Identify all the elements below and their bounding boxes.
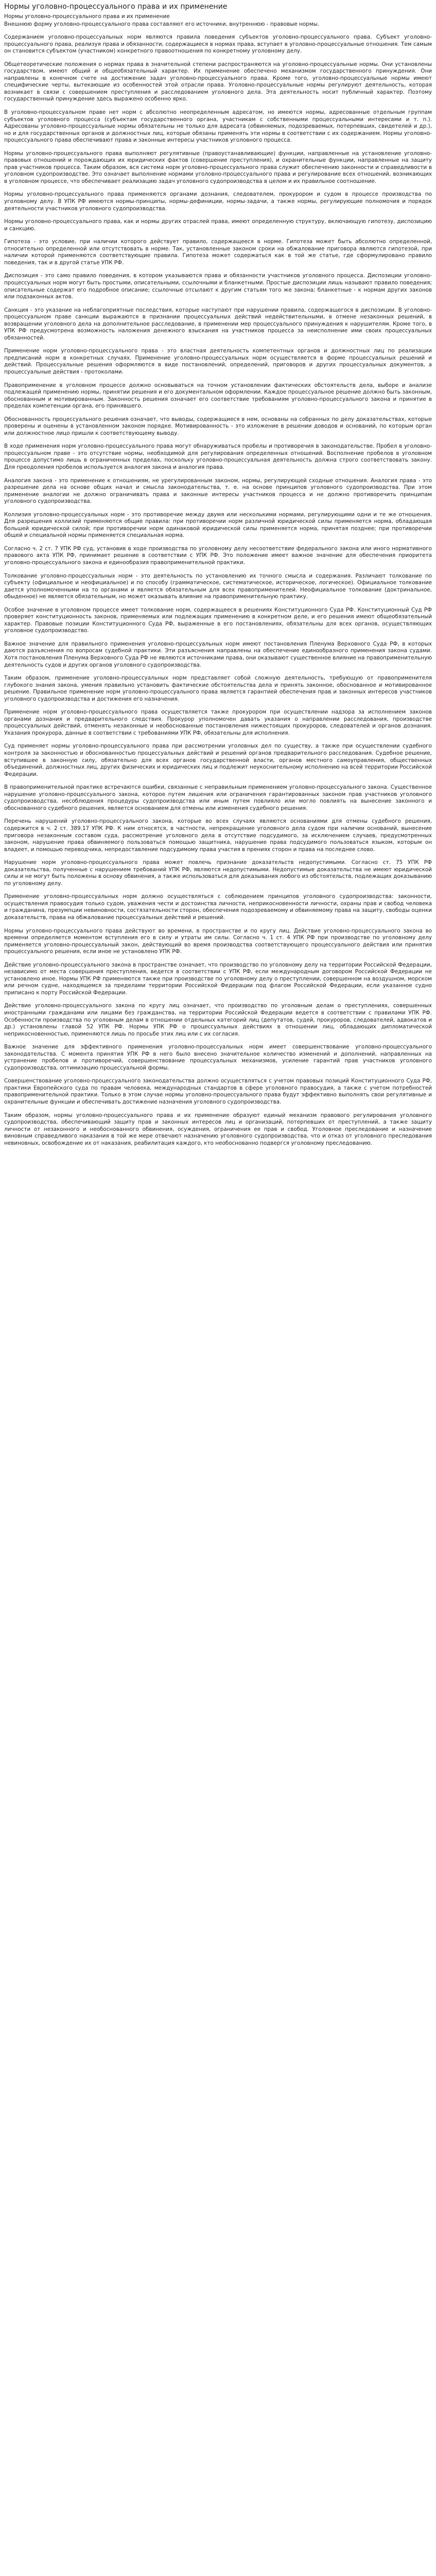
- article-paragraph: Перечень нарушений уголовно-процессуального закона, которые во всех случаях являются основаниями для отмены судебного решения, содержится в ч. 2 ст. 389.17 УПК РФ. К ним относятся, в частности, непрекращение уголовного дела судом при наличии оснований, вынесение приговора незаконным составом суда, рассмотрение уголовного дела в отсутствие подсудимого, за исключением случаев, предусмотренных законом, нарушение права обвиняемого пользоваться помощью защитника, нарушение права подсудимого пользоваться языком, которым он владеет, и помощью переводчика, непредоставление подсудимому права участия в прениях сторон и права на последнее слово.: [4, 818, 432, 853]
- article-paragraph: Суд применяет нормы уголовно-процессуального права при рассмотрении уголовных дел по существу, а также при осуществлении судебного контроля за законностью и обоснованностью процессуальных действий и решений органов предварительного расследования. Судебное решение, вступившее в законную силу, обязательно для всех органов государственной власти, органов местного самоуправления, общественных объединений, должностных лиц, других физических и юридических лиц и подлежит неукоснительному исполнению на всей территории Российской Федерации.: [4, 743, 432, 777]
- article-paragraph: Таким образом, нормы уголовно-процессуального права и их применение образуют единый механизм правового регулирования уголовного судопроизводства, обеспечивающий защиту прав и законных интересов лиц и организаций, потерпевших от преступлений, а также защиту личности от незаконного и необоснованного обвинения, осуждения, ограничения ее прав и свобод. Уголовное преследование и назначение виновным справедливого наказания в той же мере отвечают назначению уголовного судопроизводства, что и отказ от уголовного преследования невиновных, освобождение их от наказания, реабилитация каждого, кто необоснованно подвергся уголовному преследованию.: [4, 1112, 432, 1146]
- article-paragraph: Таким образом, применение уголовно-процессуальных норм представляет собой сложную деятельность, требующую от правоприменителя глубокого знания закона, умения правильно установить фактические обстоятельства дела и принять законное, обоснованное и мотивированное решение. Правильное применение норм уголовно-процессуального права является гарантией обеспечения прав и законных интересов участников уголовного судопроизводства и достижения его назначения.: [4, 675, 432, 702]
- article-paragraph: В правоприменительной практике встречаются ошибки, связанные с неправильным применением уголовно-процессуального закона. Существенное нарушение уголовно-процессуального закона, которое путем лишения или ограничения гарантированных законом прав участников уголовного судопроизводства, несоблюдения процедуры судопроизводства или иным путем повлияло или могло повлиять на вынесение законного и обоснованного судебного решения, является основанием для отмены или изменения судебного решения.: [4, 784, 432, 811]
- article-paragraph: Диспозиция - это само правило поведения, в котором указываются права и обязанности участников уголовного процесса. Диспозиции уголовно-процессуальных норм могут быть простыми, описательными, ссылочными и бланкетными. Простые диспозиции лишь называют правило поведения; описательные содержат его подробное описание; ссылочные отсылают к другим статьям того же закона; бланкетные - к нормам других законов или подзаконных актов.: [4, 273, 432, 300]
- article-paragraph: Нормы уголовно-процессуального права выполняют регулятивные (правоустанавливающие) функции, направленные на установление уголовно-правовых отношений и порождающих их юридических фактов (совершение преступления), и охранительные функции, направленные на защиту прав участников процесса. Таким образом, вся система норм уголовно-процессуального права служит обеспечению законности и справедливости в уголовном судопроизводстве. Это означает выполнение нормами уголовно-процессуального права и регулирование всех отношений, возникающих в уголовном процессе, что обеспечивает реализацию задач уголовного судопроизводства в целом и их правильное соотношение.: [4, 150, 432, 184]
- article-paragraph: Нормы уголовно-процессуального права действуют во времени, в пространстве и по кругу лиц. Действие уголовно-процессуального закона во времени определяется моментом вступления его в силу и утраты им силы. Согласно ч. 1 ст. 4 УПК РФ при производстве по уголовному делу применяется уголовно-процессуальный закон, действующий во время производства соответствующего процессуального действия или принятия процессуального решения, если иное не установлено УПК РФ.: [4, 927, 432, 955]
- article-paragraph: Особое значение в уголовном процессе имеет толкование норм, содержащееся в решениях Конституционного Суда РФ. Конституционный Суд РФ проверяет конституционность законов, применяемых или подлежащих применению в конкретном деле, и его решения имеют общеобязательный характер. Правовые позиции Конституционного Суда РФ, выраженные в его постановлениях, обязательны для всех органов, осуществляющих уголовное судопроизводство.: [4, 606, 432, 634]
- article-paragraph: Нормы уголовно-процессуального права, как и нормы других отраслей права, имеют определенную структуру, включающую гипотезу, диспозицию и санкцию.: [4, 218, 432, 232]
- article-paragraph: Действие уголовно-процессуального закона в пространстве означает, что производство по уголовному делу на территории Российской Федерации, независимо от места совершения преступления, ведется в соответствии с УПК РФ, если международным договором Российской Федерации не установлено иное. Нормы УПК РФ применяются также при производстве по уголовному делу о преступлении, совершенном на воздушном, морском или речном судне, находящемся за пределами территории Российской Федерации под флагом Российской Федерации, если указанное судно приписано к порту Российской Федерации.: [4, 961, 432, 996]
- article-paragraph: Общетеоретические положения о нормах права в значительной степени распространяются на уголовно-процессуальные нормы. Они установлены государством, имеют общий и общеобязательный характер. Их применение обеспечено механизмом государственного принуждения. Они направлены в конечном счете на достижение задач уголовно-процессуального права. Кроме того, уголовно-процессуальные нормы имеют специфические черты, вытекающие из особенностей этой отрасли права. Уголовно-процессуальные нормы регулируют деятельность, которая возникает в связи с совершением преступления и расследованием уголовного дела. Эта деятельность носит публичный характер. Поэтому государственный принуждение здесь выражено особенно ярко.: [4, 61, 432, 103]
- article-paragraph: Санкция - это указание на неблагоприятные последствия, которые наступают при нарушении правила, содержащегося в диспозиции. В уголовно-процессуальном праве санкции выражаются в признании процессуальных действий недействительными, в отмене незаконных решений, в возвращении уголовного дела на дополнительное расследование, в применении мер процессуального принуждения к нарушителям. Кроме того, в УПК РФ предусмотрена возможность наложения денежного взыскания на участников процесса за неисполнение ими своих процессуальных обязанностей.: [4, 307, 432, 341]
- article-paragraph: Применение норм уголовно-процессуального права осуществляется также прокурором при осуществлении надзора за исполнением законов органами дознания и предварительного следствия. Прокурор уполномочен давать указания о направлении расследования, производстве процессуальных действий, отменять незаконные и необоснованные постановления нижестоящих прокуроров, следователей и органов дознания. Указания прокурора, данные в соответствии с требованиями УПК РФ, обязательны для исполнения.: [4, 709, 432, 736]
- article-page: [0, 0, 436, 1159]
- page-title: Нормы уголовно-процессуального права и их применение: [4, 3, 228, 11]
- article-paragraph: Применение уголовно-процессуальных норм должно осуществляться с соблюдением принципов уголовного судопроизводства: законности, осуществления правосудия только судом, уважения чести и достоинства личности, неприкосновенности личности, охраны прав и свобод человека и гражданина, презумпции невиновности, состязательности сторон, обеспечения подозреваемому и обвиняемому права на защиту, свободы оценки доказательств, права на обжалование процессуальных действий и решений.: [4, 893, 432, 921]
- article-paragraph: Важное значение для эффективного применения уголовно-процессуальных норм имеет совершенствование уголовно-процессуального законодательства. С момента принятия УПК РФ в него было внесено значительное количество изменений и дополнений, направленных на устранение пробелов и противоречий, совершенствование процессуальных механизмов, усиление гарантий прав участников уголовного судопроизводства, оптимизацию процессуальной формы.: [4, 1044, 432, 1071]
- article-body: [4, 13, 432, 1147]
- article-subtitle: Нормы уголовно-процессуального права и их применение: [4, 13, 170, 20]
- article-paragraph: Нарушение норм уголовно-процессуального права может повлечь признание доказательств недопустимыми. Согласно ст. 75 УПК РФ доказательства, полученные с нарушением требований УПК РФ, являются недопустимыми. Недопустимые доказательства не имеют юридической силы и не могут быть положены в основу обвинения, а также использоваться для доказывания любого из обстоятельств, подлежащих доказыванию по уголовному делу.: [4, 859, 432, 887]
- article-paragraph: Внешнюю форму уголовно-процессуального права составляют его источники, внутреннюю - правовые нормы.: [4, 21, 320, 27]
- article-paragraph: В ходе применения норм уголовно-процессуального права могут обнаруживаться пробелы и противоречия в законодательстве. Пробел в уголовно-процессуальном праве - это отсутствие нормы, необходимой для регулирования определенных отношений. Восполнение пробелов в уголовном процессе допустимо лишь в ограниченных пределах, поскольку уголовно-процессуальная деятельность должна строго соответствовать закону. Для преодоления пробелов используется аналогия закона и аналогия права.: [4, 443, 432, 470]
- article-paragraph: Аналогия закона - это применение к отношениям, не урегулированным законом, нормы, регулирующей сходные отношения. Аналогия права - это разрешение дела на основе общих начал и смысла законодательства, т. е. на основе принципов уголовного судопроизводства. При этом применение аналогии не должно ограничивать права и законные интересы участников процесса и не должно противоречить принципам уголовного судопроизводства.: [4, 477, 432, 505]
- article-paragraph: Важное значение для правильного применения уголовно-процессуальных норм имеют постановления Пленума Верховного Суда РФ, в которых даются разъяснения по вопросам судебной практики. Эти разъяснения направлены на обеспечение единообразного применения закона судами. Хотя постановления Пленума Верховного Суда РФ не являются источниками права, они оказывают существенное влияние на правоприменительную деятельность судов и других органов уголовного судопроизводства.: [4, 640, 432, 668]
- article-paragraph: В уголовно-процессуальном праве нет норм с абсолютно неопределенным адресатом, но имеются нормы, адресованные отдельным группам субъектов уголовного процесса (субъектам государственного органа, участникам с собственными процессуальными интересами и т. п.). Адресованы уголовно-процессуальные нормы обязательны не только для адресата (обвиняемых, подозреваемых, потерпевших, свидетелей и др.), но и для государственных органов и должностных лиц, которые обязаны применять эти нормы в соответствии с их содержанием. Нормы уголовно-процессуального права обеспечивают права и законные интересы участников уголовного процесса.: [4, 109, 432, 144]
- article-paragraph: Толкование уголовно-процессуальных норм - это деятельность по установлению их точного смысла и содержания. Различают толкование по субъекту (официальное и неофициальное) и по способу (грамматическое, систематическое, историческое, логическое). Официальное толкование дается уполномоченными на то органами и является обязательным для всех правоприменителей. Неофициальное толкование (доктринальное, обыденное) не является обязательным, но может оказывать влияние на правоприменительную практику.: [4, 572, 432, 600]
- article-paragraph: Действие уголовно-процессуального закона по кругу лиц означает, что производство по уголовным делам о преступлениях, совершенных иностранными гражданами или лицами без гражданства, на территории Российской Федерации ведется в соответствии с правилами УПК РФ. Особенности производства по уголовным делам в отношении отдельных категорий лиц (депутатов, судей, прокуроров, следователей, адвокатов и др.) установлены главой 52 УПК РФ. Нормы УПК РФ о процессуальных действиях в отношении лиц, обладающих дипломатической неприкосновенностью, применяются лишь по просьбе этих лиц или с их согласия.: [4, 1003, 432, 1037]
- article-paragraph: Нормы уголовно-процессуального права применяются органами дознания, следователем, прокурором и судом в процессе производства по уголовному делу. В УПК РФ имеются нормы-принципы, нормы-дефиниции, нормы-задачи, а также нормы, регулирующие полномочия и порядок деятельности участников уголовного судопроизводства.: [4, 191, 432, 212]
- article-paragraph: Согласно ч. 2 ст. 7 УПК РФ суд, установив в ходе производства по уголовному делу несоответствие федерального закона или иного нормативного правового акта УПК РФ, принимает решение в соответствии с УПК РФ. Это положение имеет важное значение для обеспечения приоритета уголовно-процессуального закона и единообразия правоприменительной практики.: [4, 545, 432, 566]
- article-paragraph: Обоснованность процессуального решения означает, что выводы, содержащиеся в нем, основаны на собранных по делу доказательствах, которые проверены и оценены в установленном законом порядке. Мотивированность - это изложение в решении доводов и оснований, по которым орган или должностное лицо пришли к соответствующему выводу.: [4, 416, 432, 436]
- article-paragraph: Применение норм уголовно-процессуального права - это властная деятельность компетентных органов и должностных лиц по реализации предписаний норм в конкретных случаях. Применение уголовно-процессуальных норм осуществляется в форме процессуальных решений и действий. Процессуальные решения оформляются в виде постановлений, определений, приговоров и других процессуальных документов, а процессуальные действия - протоколами.: [4, 348, 432, 375]
- article-paragraph: Коллизия уголовно-процессуальных норм - это противоречие между двумя или несколькими нормами, регулирующими одни и те же отношения. Для разрешения коллизий применяются общие правила: при противоречии норм различной юридической силы применяется норма, обладающая большей юридической силой; при противоречии норм одинаковой юридической силы применяется норма, принятая позднее; при противоречии общей и специальной нормы применяется специальная норма.: [4, 511, 432, 539]
- article-paragraph: Содержанием уголовно-процессуальных норм являются правила поведения субъектов уголовно-процессуального права. Субъект уголовно-процессуального права, реализуя права и обязанности, содержащиеся в нормах права, вступает в уголовно-процессуальные отношения. Тем самым он становится субъектом (участником) конкретного правоотношения по конкретному уголовному делу.: [4, 34, 432, 55]
- article-paragraph: Правоприменение в уголовном процессе должно основываться на точном установлении фактических обстоятельств дела, выборе и анализе подлежащей применению нормы, принятии решения и его документальном оформлении. Каждое процессуальное решение должно быть законным, обоснованным и мотивированным. Законность решения означает его соответствие требованиям уголовно-процессуального закона и принятие в пределах компетенции органа, его принявшего.: [4, 382, 432, 410]
- article-paragraph: Гипотеза - это условие, при наличии которого действует правило, содержащееся в норме. Гипотеза может быть абсолютно определенной, относительно определенной или отсутствовать в норме. Так, установленные законом сроки на обжалование приговора являются гипотезой, при наличии которой применяются соответствующие правила. Гипотеза может содержаться как в той же статье, где сформулировано правило поведения, так и в другой статье УПК РФ.: [4, 239, 432, 266]
- article-paragraph: Совершенствование уголовно-процессуального законодательства должно осуществляться с учетом правовых позиций Конституционного Суда РФ, практики Европейского суда по правам человека, международных стандартов в сфере уголовного правосудия, а также с учетом потребностей правоприменительной практики. Только в этом случае нормы уголовно-процессуального права будут эффективно выполнять свои регулятивные и охранительные функции и обеспечивать достижение назначения уголовного судопроизводства.: [4, 1078, 432, 1105]
